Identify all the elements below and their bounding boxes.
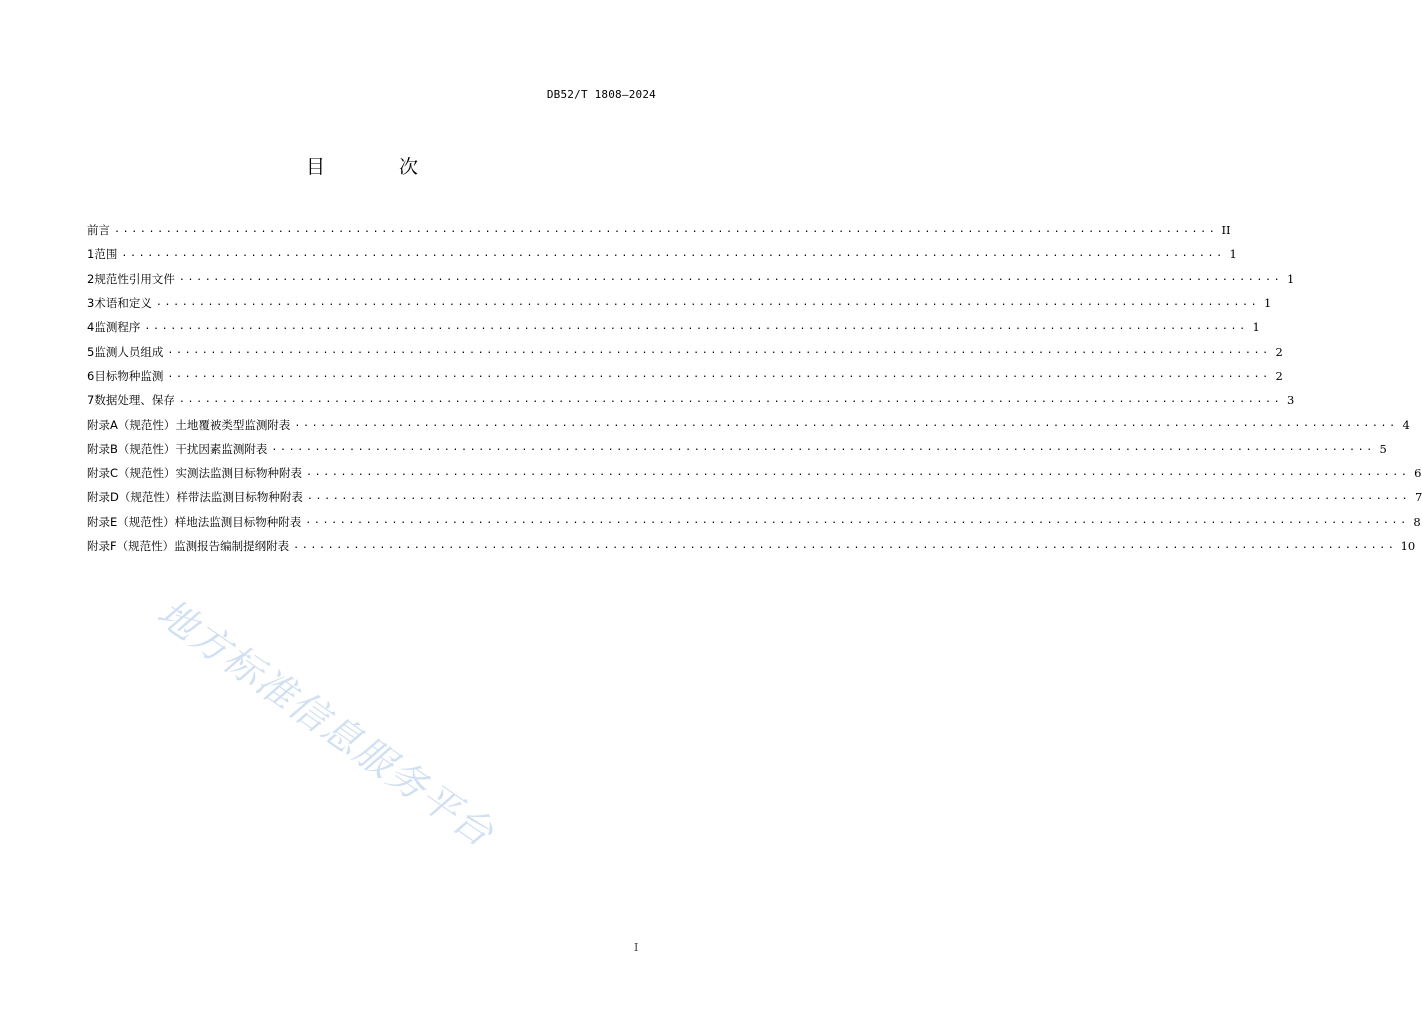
toc-entry-5[interactable]	[87, 339, 1283, 363]
toc-entry-appendix-b[interactable]	[87, 437, 1387, 461]
toc-page-number: II	[1221, 223, 1231, 238]
toc-entry-label: 规范性引用文件	[94, 271, 175, 286]
toc-entry-number: 2	[87, 271, 95, 286]
toc-dot-leader: ................................................................................................................................	[155, 296, 1260, 308]
appendix-title: 样地法监测目标物种附表	[174, 514, 302, 529]
toc-page-number: 8	[1413, 514, 1421, 529]
toc-page-number: 4	[1402, 417, 1410, 432]
toc-entry-3[interactable]	[87, 291, 1272, 315]
appendix-title: 样带法监测目标物种附表	[176, 490, 303, 505]
toc-entry-label: 数据处理、保存	[94, 393, 175, 408]
toc-dot-leader: ................................................................................................................................	[167, 345, 1271, 357]
toc-dot-leader: ................................................................................................................................	[293, 539, 1397, 551]
toc-entry-label: 术语和定义	[94, 296, 152, 311]
toc-entry-number: 4	[87, 320, 95, 335]
toc-dot-leader: ................................................................................................................................	[294, 418, 1398, 430]
page-number: I	[634, 941, 639, 954]
toc-entry-appendix-d[interactable]	[87, 485, 1422, 509]
toc-entry-number: 7	[87, 393, 95, 408]
toc-entry-6[interactable]	[87, 364, 1283, 388]
toc-page-number: 1	[1252, 320, 1260, 335]
toc-page-number: 1	[1286, 271, 1295, 286]
toc-entry-label: 监测人员组成	[94, 344, 164, 359]
toc-entry-number: 1	[87, 247, 95, 262]
appendix-label: 附录B（规范性）	[87, 441, 176, 456]
toc-entry-appendix-c[interactable]	[87, 461, 1422, 485]
toc-dot-leader: ................................................................................................................................	[121, 247, 1225, 259]
toc-dot-leader: ................................................................................................................................	[306, 490, 1411, 502]
toc-page-number: 1	[1229, 247, 1237, 262]
toc-page-number: 2	[1275, 368, 1283, 383]
toc-page-number: 6	[1414, 466, 1422, 481]
toc-entry-4[interactable]	[87, 315, 1260, 339]
toc-dot-leader: ................................................................................................................................	[144, 320, 1248, 332]
toc-dot-leader: ................................................................................................................................	[271, 442, 1375, 454]
toc-entry-label: 范围	[94, 247, 118, 262]
toc-dot-leader: ................................................................................................................................	[178, 393, 1283, 405]
toc-entry-number: 3	[87, 296, 95, 311]
toc-entry-number: 5	[87, 344, 95, 359]
toc-entry-foreword[interactable]	[87, 218, 1231, 242]
appendix-label: 附录F（规范性）	[87, 539, 175, 553]
page-title: 目 次	[305, 156, 453, 178]
toc-entry-label: 前言	[87, 223, 110, 238]
appendix-label: 附录C（规范性）	[87, 466, 176, 481]
toc-page-number: 3	[1286, 393, 1295, 408]
toc-entry-number: 6	[87, 368, 95, 383]
document-code: DB52/T 1808—2024	[546, 88, 656, 101]
toc-page-number: 1	[1263, 296, 1272, 311]
toc-page-number: 10	[1400, 539, 1416, 553]
toc-dot-leader: ................................................................................................................................	[306, 466, 1410, 478]
appendix-title: 干扰因素监测附表	[175, 441, 268, 456]
toc-dot-leader: ................................................................................................................................	[305, 515, 1409, 527]
appendix-title: 监测报告编制提纲附表	[174, 539, 290, 553]
toc-entry-1[interactable]	[87, 242, 1237, 266]
appendix-label: 附录D（规范性）	[87, 490, 177, 505]
toc-page-number: 7	[1414, 490, 1422, 505]
toc-entry-label: 目标物种监测	[94, 368, 164, 383]
appendix-title: 土地覆被类型监测附表	[175, 417, 291, 432]
toc-entry-appendix-e[interactable]	[87, 510, 1421, 534]
table-of-contents	[87, 218, 1422, 558]
toc-entry-appendix-f[interactable]	[87, 534, 1416, 558]
appendix-label: 附录A（规范性）	[87, 417, 176, 432]
toc-page-number: 5	[1379, 441, 1387, 456]
appendix-label: 附录E（规范性）	[87, 514, 175, 529]
toc-dot-leader: ................................................................................................................................	[114, 223, 1218, 235]
toc-entry-2[interactable]	[87, 267, 1295, 291]
toc-entry-7[interactable]	[87, 388, 1295, 412]
toc-entry-appendix-a[interactable]	[87, 412, 1410, 436]
toc-entry-label: 监测程序	[94, 320, 141, 335]
toc-page-number: 2	[1275, 344, 1283, 359]
toc-dot-leader: ................................................................................................................................	[167, 369, 1271, 381]
toc-dot-leader: ................................................................................................................................	[178, 272, 1283, 284]
appendix-title: 实测法监测目标物种附表	[175, 466, 303, 481]
watermark: 地方标准信息服务平台	[149, 590, 503, 856]
